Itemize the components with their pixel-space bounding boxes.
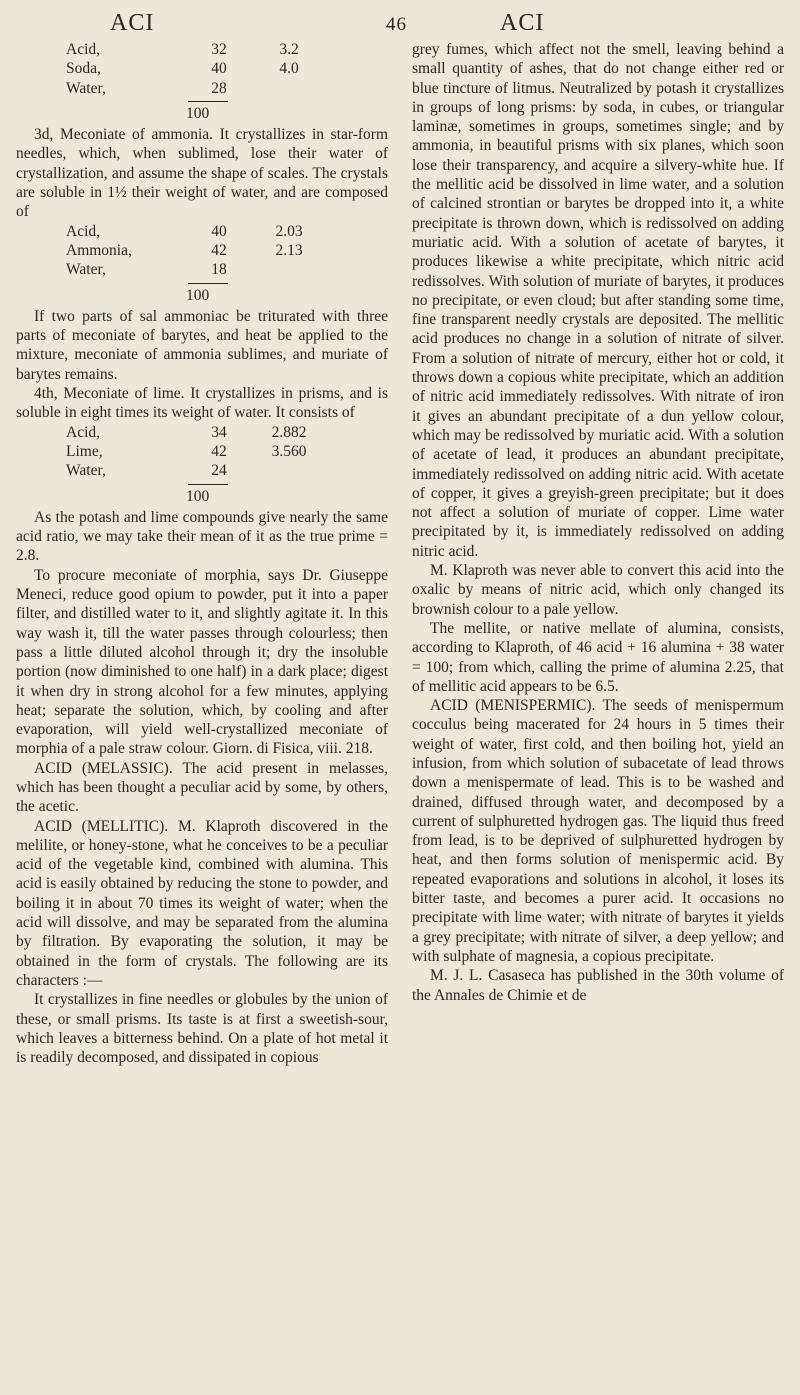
- paragraph: It crystallizes in fine needles or globules by the union of these, or small prisms. Its taste is at first a sweetish-sour, which leaves a bitterness behind. On a plate of hot metal it is readily decomposed, and dissipated in copious: [16, 991, 388, 1067]
- paragraph: The mellite, or native mellate of alumina, consists, according to Klaproth, of 46 acid + 16 alumina + 38 water = 100; from which, calling the prime of alumina 2.25, that of mellitic acid appears to be 6.5.: [412, 619, 784, 695]
- entry-acid-melassic: ACID (MELASSIC). The acid present in melasses, which has been thought a peculiar acid by some, by others, the acetic.: [16, 759, 388, 816]
- table-rule: [188, 101, 228, 102]
- paragraph: To procure meconiate of morphia, says Dr. Giuseppe Meneci, reduce good opium to powder, put it into a paper filter, and distilled water to it, and slightly agitate it. In this way wash it, till the water passes through colourless; then pass a little diluted alcohol through it; dry the insoluble portion (now diminished to one half) in a dark place; digest it when dry in strong alcohol for a few minutes, applying heat; separate the solution, which, by cooling and after evaporation, will yield well-crystallized meconiate of morphia of a pale straw colour. Giorn. di Fisica, viii. 218.: [16, 566, 388, 758]
- table-rule: [188, 283, 228, 284]
- composition-table-lime: [16, 423, 388, 506]
- table-row: Ammonia, 42 2.13: [66, 241, 303, 259]
- paragraph: 3d, Meconiate of ammonia. It crystallizes in star-form needles, which, when sublimed, lose their water of crystallization, and assume the shape of scales. The crystals are soluble in 1½ their weight of water, and are composed of: [16, 126, 388, 221]
- table-total: 100: [186, 286, 210, 304]
- table-rule: [188, 484, 228, 485]
- paragraph: grey fumes, which affect not the smell, leaving behind a small quantity of ashes, that do not change either red or blue tincture of litmus. Neutralized by potash it crystallizes in groups of long prisms: by soda, in cubes, or triangular laminæ, sometimes in groups, sometimes single; and by ammonia, in beautiful prisms with six planes, which soon lose their transparency, and acquire a silvery-white hue. If the mellitic acid be dissolved in lime water, and a solution of calcined strontian or barytes be dropped into it, a white precipitate is thrown down, which is redissolved on adding muriatic acid. With a solution of acetate of barytes, it produces likewise a white precipitate, which nitric acid redissolves. With solution of muriate of barytes, it produces no precipitate, or even cloud; but after standing some time, fine transparent needly crystals are deposited. The mellitic acid produces no change in a solution of nitrate of silver. From a solution of nitrate of mercury, either hot or cold, it throws down a copious white precipitate, which an addition of nitric acid immediately redissolves. With nitrate of iron it gives an abundant precipitate of a dun yellow colour, which may be redissolved by muriatic acid. With a solution of acetate of lead, it produces an abundant precipitate, immediately redissolved on adding nitric acid. With acetate of copper, it gives a greyish-green precipitate; but it does not affect a solution of muriate of copper. Lime water precipitated by it, is immediately redissolved on adding nitric acid.: [412, 41, 784, 560]
- left-column: [16, 40, 388, 1067]
- table-row: Acid, 32 3.2: [66, 41, 299, 58]
- table-row: Water, 18: [66, 261, 227, 279]
- entry-acid-mellitic: ACID (MELLITIC). M. Klaproth discovered in the melilite, or honey-stone, what he conceives to be a peculiar acid of the vegetable kind, combined with alumina. This acid is easily obtained by reducing the stone to powder, and boiling it in about 70 times its weight of water; when the acid will dissolve, and may be separated from the alumina by filtration. By evaporating the solution, it may be obtained in the form of crystals. The following are its characters :—: [16, 817, 388, 989]
- paragraph: As the potash and lime compounds give nearly the same acid ratio, we may take their mean of it as the true prime = 2.8.: [16, 508, 388, 565]
- paragraph: M. Klaproth was never able to convert this acid into the oxalic by means of nitric acid, which only changed its brownish colour to a pale yellow.: [412, 562, 784, 618]
- table-row: Acid, 34 2.882: [66, 423, 307, 441]
- table-row: Soda, 40 4.0: [66, 60, 299, 78]
- table-row: Lime, 42 3.560: [66, 442, 307, 460]
- right-column: [412, 40, 784, 1005]
- table-total: 100: [186, 104, 210, 122]
- composition-table-soda: [16, 40, 388, 123]
- paragraph: 4th, Meconiate of lime. It crystallizes in prisms, and is soluble in eight times its weight of water. It consists of: [16, 385, 388, 422]
- table-row: Acid, 40 2.03: [66, 222, 303, 240]
- table-row: Water, 24: [66, 462, 227, 480]
- running-head-left: ACI: [110, 10, 155, 36]
- entry-acid-menispermic: ACID (MENISPERMIC). The seeds of menispermum cocculus being macerated for 24 hours in 5 times their weight of water, first cold, and then boiling hot, yield an infusion, from which solution of subacetate of lead throws down a menispermate of lead. This is to be washed and drained, diffused through water, and decomposed by a current of sulphuretted hydrogen gas. The liquid thus freed from lead, is to be deprived of sulphuretted hydrogen by heat, and then forms solution of menispermic acid. By repeated evaporations and solutions in alcohol, it loses its bitter taste, and becomes a purer acid. It occasions no precipitate with lime water; with nitrate of barytes it yields a grey precipitate; with nitrate of silver, a deep yellow; and with sulphate of magnesia, a copious precipitate.: [412, 697, 784, 965]
- page-number: 46: [386, 14, 407, 35]
- paragraph: If two parts of sal ammoniac be triturated with three parts of meconiate of barytes, and heat be applied to the mixture, meconiate of ammonia sublimes, and muriate of barytes remains.: [16, 307, 388, 383]
- table-row: Water, 28: [66, 79, 227, 97]
- composition-table-ammonia: [16, 222, 388, 305]
- paragraph: M. J. L. Casaseca has published in the 30th volume of the Annales de Chimie et de: [412, 967, 784, 1004]
- running-head-right: ACI: [500, 10, 545, 36]
- table-total: 100: [186, 487, 210, 505]
